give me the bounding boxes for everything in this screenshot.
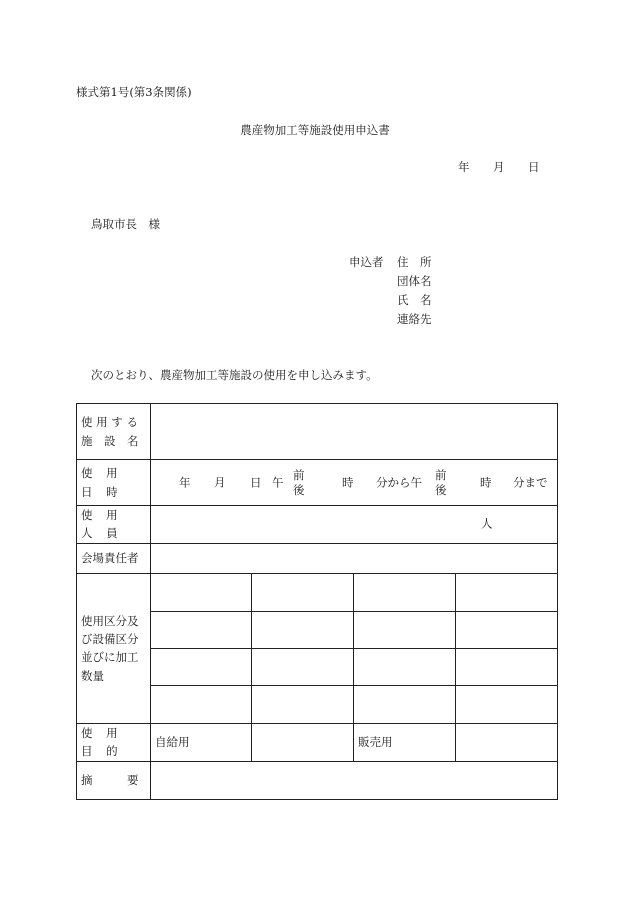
- pm-option-end: 後: [435, 482, 447, 497]
- document-title: 農産物加工等施設使用申込書: [240, 123, 390, 137]
- datetime-input-cell[interactable]: [151, 460, 558, 506]
- purpose-label: 使 用 目 的: [77, 723, 151, 761]
- applicant-label: 申込者: [349, 255, 384, 269]
- ampm-selector-end: [435, 468, 447, 498]
- for-sale-input-cell[interactable]: [456, 723, 558, 761]
- am-option-end: 前: [435, 467, 447, 482]
- datetime-row: [77, 460, 558, 506]
- self-use-label: 自給用: [151, 723, 252, 761]
- applicant-organization-label: 団体名: [397, 274, 432, 288]
- ampm-selector-start: [293, 468, 305, 498]
- datetime-label: 使 用 日 時: [77, 460, 151, 506]
- datetime-day: 日: [250, 474, 262, 489]
- category-label-line3: 並びに加工: [81, 650, 139, 665]
- category-cell[interactable]: [456, 648, 558, 685]
- facility-label: [77, 404, 151, 460]
- datetime-month: 月: [214, 474, 226, 489]
- category-cell[interactable]: [354, 611, 456, 648]
- remarks-label: 摘 要: [77, 761, 151, 799]
- facility-label-line2: 施 設 名: [81, 433, 139, 448]
- category-cell[interactable]: [354, 685, 456, 723]
- category-cell[interactable]: [354, 573, 456, 611]
- addressee: 鳥取市長 様: [91, 217, 160, 231]
- remarks-input-cell[interactable]: [151, 761, 558, 799]
- applicant-name-label: 氏 名: [397, 293, 432, 307]
- category-cell[interactable]: [252, 648, 354, 685]
- category-cell[interactable]: [354, 648, 456, 685]
- category-cell[interactable]: [456, 685, 558, 723]
- manager-row: [77, 543, 558, 573]
- people-input-cell[interactable]: [151, 506, 558, 544]
- category-cell[interactable]: [252, 611, 354, 648]
- for-sale-label: 販売用: [354, 723, 456, 761]
- datetime-hour-end: 時: [480, 474, 492, 489]
- date-month-label: 月: [493, 160, 505, 174]
- datetime-ampm-prefix: 午: [272, 474, 284, 489]
- date-day-label: 日: [528, 160, 540, 174]
- category-cell[interactable]: [456, 611, 558, 648]
- datetime-from: 分から午: [376, 474, 422, 489]
- facility-row: [77, 404, 558, 460]
- people-label: 使 用 人 員: [77, 506, 151, 544]
- application-table: [76, 403, 558, 800]
- people-unit: 人: [481, 516, 493, 531]
- category-label: [77, 573, 151, 723]
- pm-option-start: 後: [293, 482, 305, 497]
- facility-label-line1: 使 用 す る: [81, 415, 138, 430]
- remarks-row: [77, 761, 558, 799]
- date-year-label: 年: [458, 160, 470, 174]
- category-label-line1: 使用区分及: [81, 613, 139, 628]
- category-cell[interactable]: [456, 573, 558, 611]
- category-row-1: [77, 573, 558, 611]
- am-option-start: 前: [293, 467, 305, 482]
- facility-input-cell[interactable]: [151, 404, 558, 460]
- category-label-line2: び設備区分: [81, 631, 139, 646]
- category-cell[interactable]: [151, 648, 252, 685]
- category-cell[interactable]: [151, 611, 252, 648]
- category-cell[interactable]: [252, 685, 354, 723]
- applicant-contact-label: 連絡先: [397, 312, 432, 326]
- people-row: [77, 506, 558, 544]
- category-label-line4: 数量: [81, 668, 104, 683]
- datetime-year: 年: [179, 474, 191, 489]
- datetime-until: 分まで: [513, 474, 548, 489]
- category-cell[interactable]: [151, 573, 252, 611]
- form-number: 様式第1号(第3条関係): [76, 85, 192, 99]
- manager-label: 会場責任者: [77, 543, 151, 573]
- self-use-input-cell[interactable]: [252, 723, 354, 761]
- manager-input-cell[interactable]: [151, 543, 558, 573]
- datetime-hour-start: 時: [342, 474, 354, 489]
- intro-text: 次のとおり、農産物加工等施設の使用を申し込みます。: [91, 368, 378, 382]
- purpose-row: [77, 723, 558, 761]
- applicant-address-label: 住 所: [397, 255, 432, 269]
- category-cell[interactable]: [151, 685, 252, 723]
- category-cell[interactable]: [252, 573, 354, 611]
